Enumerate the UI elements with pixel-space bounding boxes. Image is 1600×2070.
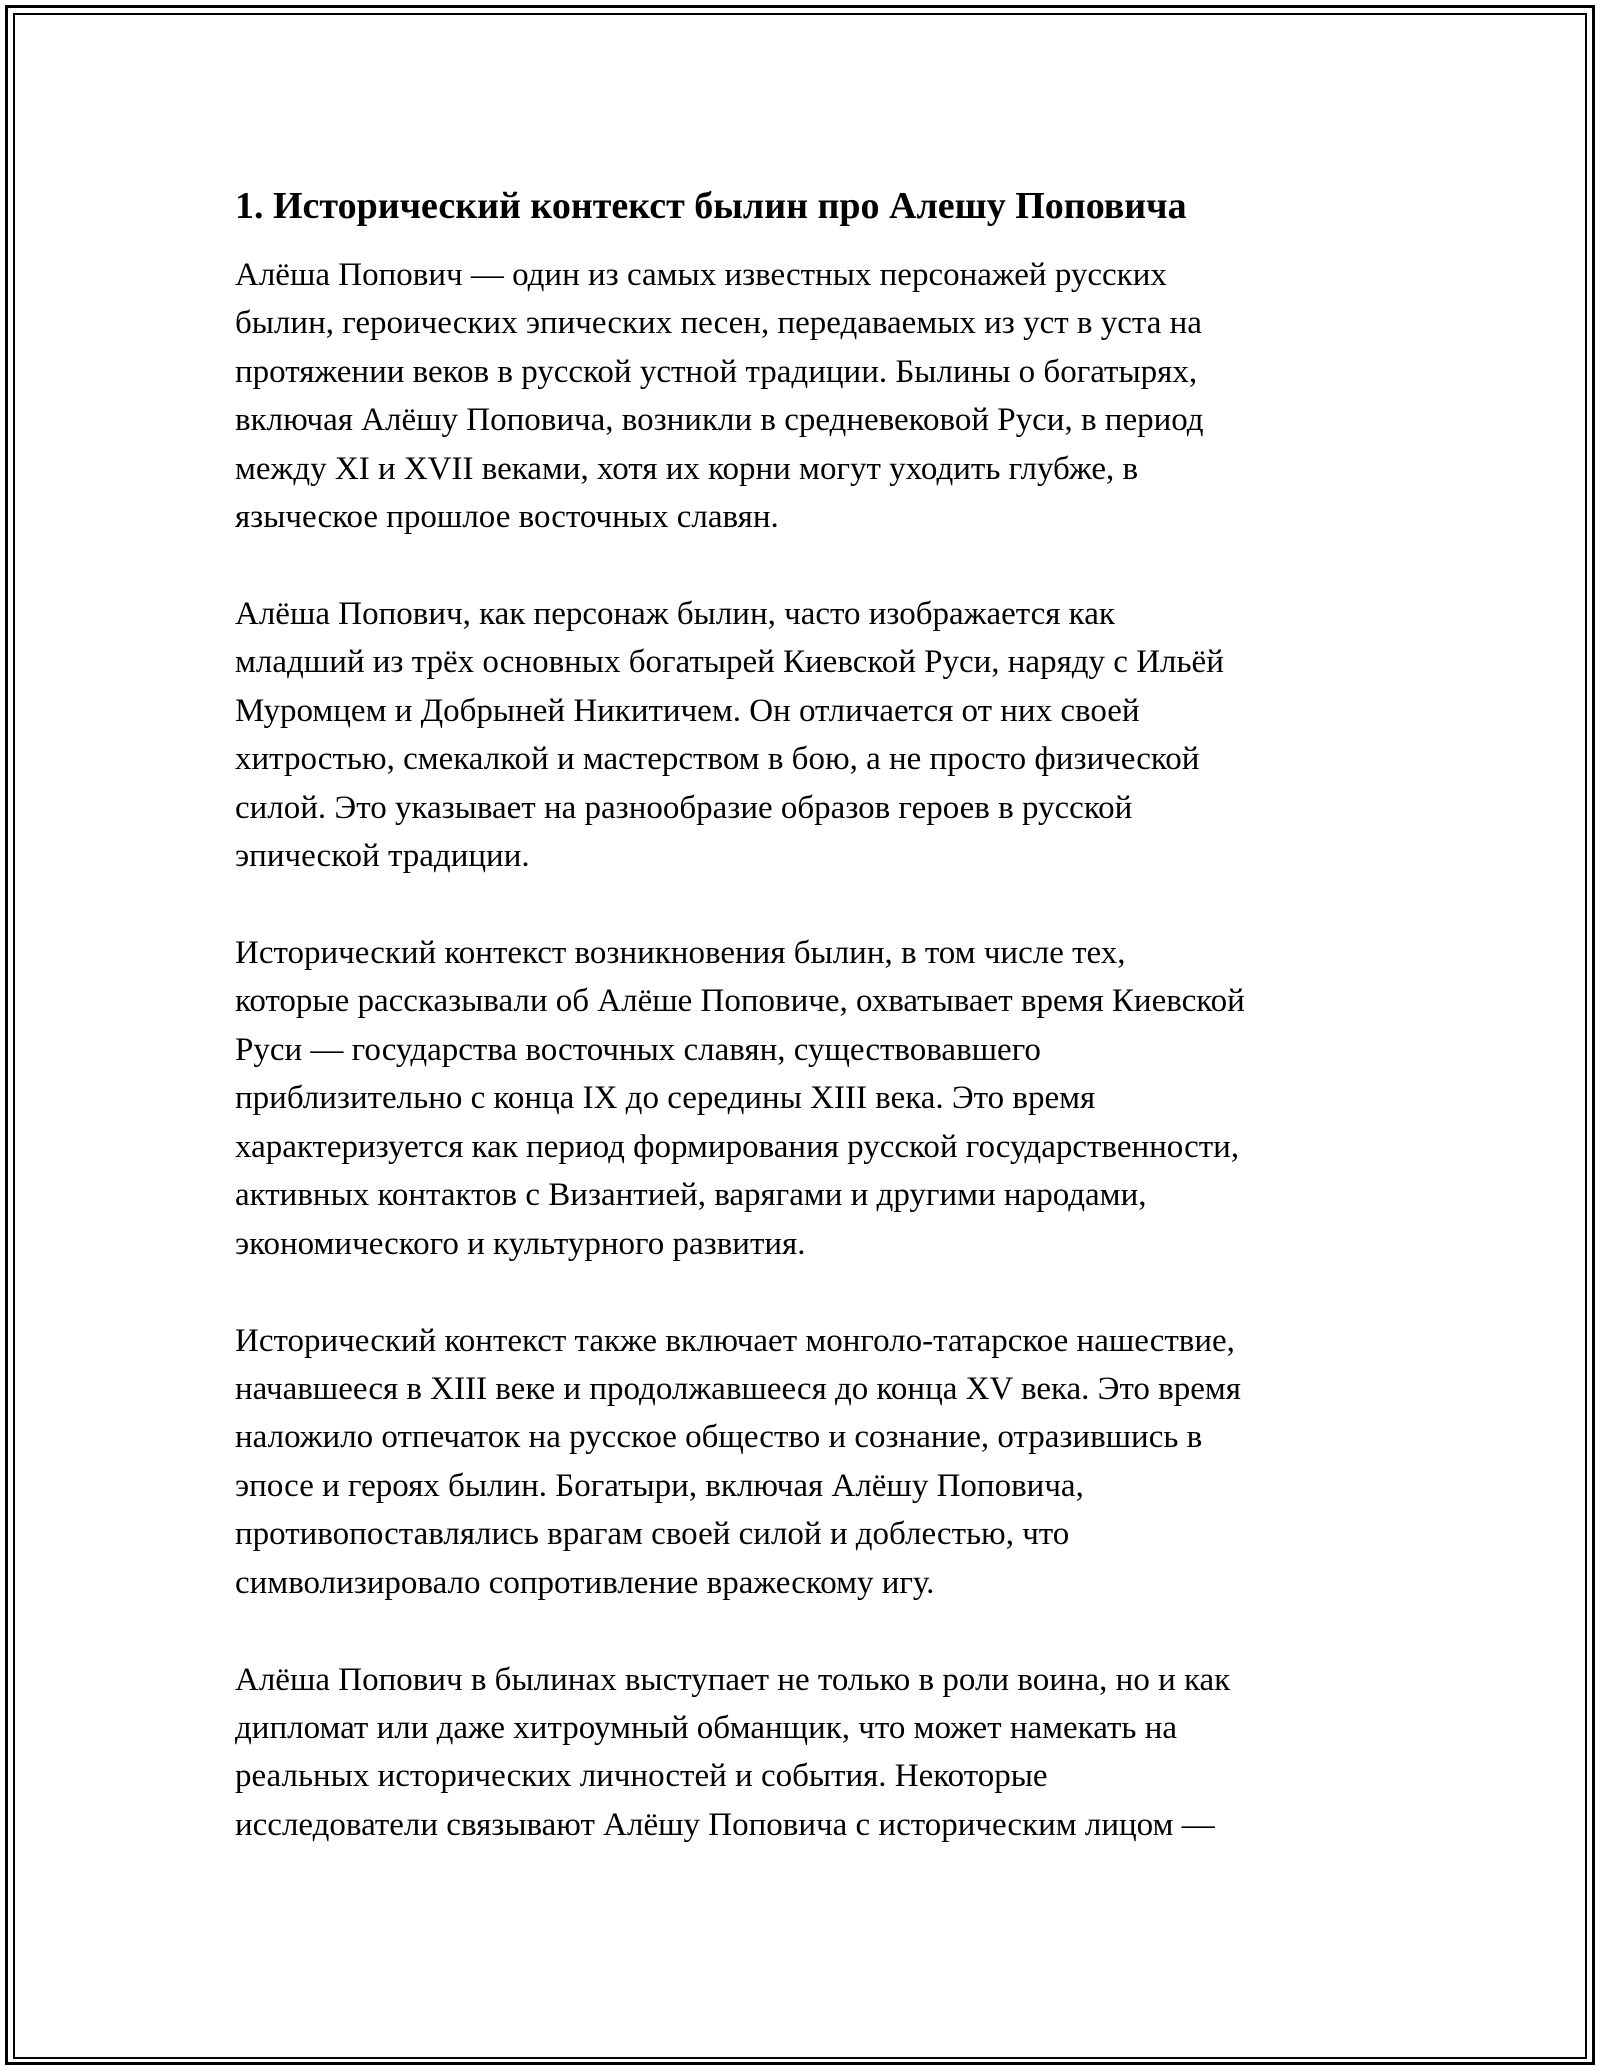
paragraph-2: Алёша Попович, как персонаж былин, часто изображается как младший из трёх основных богатырей Киевской Руси, наряду с Ильёй Муромцем и Добрыней Никитичем. Он отличается от них своей хитростью, смекалкой и мастерством в бою, а не просто физической силой. Это указывает на разнообразие образов героев в русской эпической традиции. <box>235 596 1224 875</box>
paragraph-1: Алёша Попович — один из самых известных персонажей русских былин, героических эпических песен, передаваемых из уст в уста на протяжении веков в русской устной традиции. Былины о богатырях, включая Алёшу Поповича, возникли в средневековой Руси, в период между XI и XVII веками, хотя их корни могут уходить глубже, в языческое прошлое восточных славян. <box>235 257 1204 536</box>
paragraph-4: Исторический контекст также включает монголо-татарское нашествие, начавшееся в XIII веке и продолжавшееся до конца XV века. Это время наложило отпечаток на русское общество и сознание, отразившись в эпосе и героях былин. Богатыри, включая Алёшу Поповича, противопоставлялись врагам своей силой и доблестью, что символизировало сопротивление вражескому игу. <box>235 1322 1241 1601</box>
document-page <box>235 182 1375 1898</box>
paragraph-3: Исторический контекст возникновения былин, в том числе тех, которые рассказывали об Алёше Поповиче, охватывает время Киевской Руси — государства восточных славян, существовавшего приблизительно с конца IX до середины XIII века. Это время характеризуется как период формирования русской государственности, активных контактов с Византией, варягами и другими народами, экономического и культурного развития. <box>235 935 1245 1262</box>
paragraph-5: Алёша Попович в былинах выступает не только в роли воина, но и как дипломат или даже хитроумный обманщик, что может намекать на реальных исторических личностей и события. Некоторые исследователи связывают Алёшу Поповича с историческим лицом — <box>235 1661 1231 1843</box>
section-heading: 1. Исторический контекст былин про Алешу Поповича <box>235 185 1187 227</box>
